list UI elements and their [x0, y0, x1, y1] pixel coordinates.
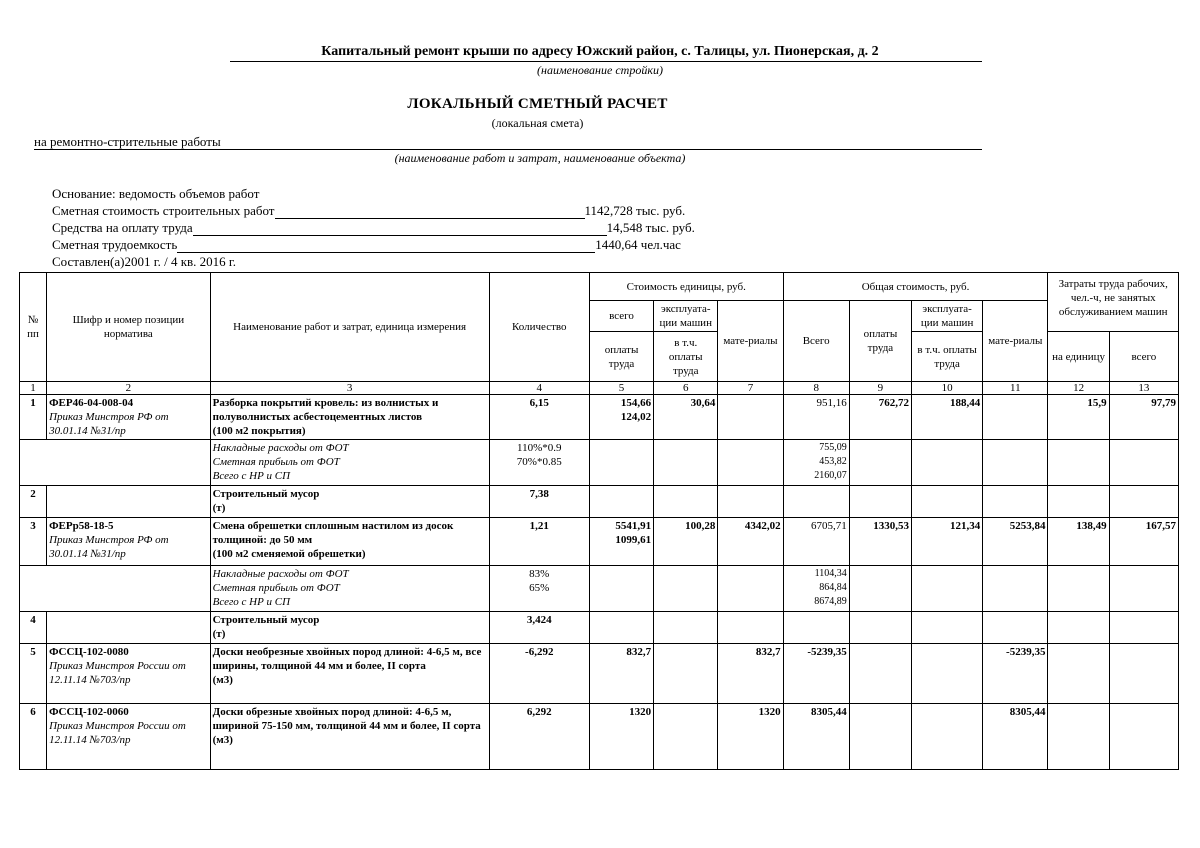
- row-qty: -6,292: [489, 644, 589, 704]
- total-value: 8674,89: [814, 596, 847, 607]
- row-c6: 100,28: [654, 518, 718, 566]
- row-name: Доски необрезные хвойных пород длиной: 4-6,5 м, все ширины, толщиной 44 мм и более, II сорта: [212, 646, 482, 672]
- cost-fill-line: [275, 218, 585, 219]
- col6-header-top: эксплуата-ции машин: [654, 301, 718, 332]
- col-number: 6: [654, 382, 718, 395]
- document-title: ЛОКАЛЬНЫЙ СМЕТНЫЙ РАСЧЕТ: [407, 96, 668, 112]
- row-c9: [849, 644, 911, 704]
- row-c7: 832,7: [718, 644, 783, 704]
- row-c6: 30,64: [654, 395, 718, 440]
- overhead-rates: [489, 566, 589, 612]
- col-name-header: Наименование работ и затрат, единица измерения: [210, 273, 489, 382]
- col13-header: всего: [1109, 332, 1178, 382]
- overhead-value: 755,09: [819, 442, 847, 453]
- col5-header-top: всего: [589, 301, 653, 332]
- row-norm: Приказ Минстроя РФ от 30.01.14 №31/пр: [49, 534, 169, 560]
- row-c5-cell: [589, 395, 653, 440]
- row-c13: 167,57: [1109, 518, 1178, 566]
- row-name-cell: [210, 395, 489, 440]
- overhead-labels: [210, 566, 489, 612]
- basis-line: Основание: ведомость объемов работ: [52, 186, 260, 201]
- construction-title: Капитальный ремонт крыши по адресу Южский район, с. Талицы, ул. Пионерская, д. 2: [321, 44, 879, 59]
- col-number: 8: [783, 382, 849, 395]
- row-number: 1: [20, 395, 47, 440]
- row-number: 6: [20, 704, 47, 770]
- row-code: ФССЦ-102-0060: [49, 706, 129, 718]
- row-code: ФЕРр58-18-5: [49, 520, 114, 532]
- row-c12: 15,9: [1048, 395, 1109, 440]
- profit-rate: 70%*0.85: [516, 456, 562, 468]
- total-label: Всего с НР и СП: [212, 596, 291, 608]
- overhead-row: [20, 566, 1179, 612]
- row-c8: 8305,44: [783, 704, 849, 770]
- row-c9: 1330,53: [849, 518, 911, 566]
- row-c7: 4342,02: [718, 518, 783, 566]
- compiled-line: Составлен(а)2001 г. / 4 кв. 2016 г.: [52, 254, 237, 269]
- overhead-values: [783, 440, 849, 486]
- works-prefix: на ремонтно-стрительные работы: [34, 134, 221, 149]
- row-code-cell: [47, 704, 211, 770]
- total-value: 2160,07: [814, 470, 847, 481]
- cost-value: 1142,728 тыс. руб.: [584, 203, 686, 218]
- overhead-empty: [20, 440, 211, 486]
- row-c12: [1048, 704, 1109, 770]
- row-c5-wages: 1099,61: [615, 534, 652, 546]
- row-qty: 6,15: [489, 395, 589, 440]
- row-code: ФЕР46-04-008-04: [49, 397, 134, 409]
- row-name: Смена обрешетки сплошным настилом из досок толщиной: до 50 мм: [212, 520, 454, 546]
- row-unit: (100 м2 сменяемой обрешетки): [212, 548, 366, 560]
- row-code-cell: [47, 486, 211, 518]
- col-labor-header: Затраты труда рабочих, чел.-ч, не занятых обслуживанием машин: [1048, 273, 1179, 332]
- column-numbers-row: [20, 382, 1179, 395]
- profit-label: Сметная прибыль от ФОТ: [212, 456, 340, 468]
- row-qty: 3,424: [489, 612, 589, 644]
- row-c12: 138,49: [1048, 518, 1109, 566]
- estimate-table: [19, 272, 1179, 770]
- col-unit-cost-header: Стоимость единицы, руб.: [589, 273, 783, 301]
- row-c13: [1109, 644, 1178, 704]
- table-row: [20, 518, 1179, 566]
- row-c5: 832,7: [589, 644, 653, 704]
- row-c5: 5541,91: [615, 520, 652, 532]
- overhead-value: 1104,34: [814, 568, 847, 579]
- row-c8: -5239,35: [783, 644, 849, 704]
- labor-value: 1440,64 чел.час: [595, 237, 681, 252]
- col-total-cost-header: Общая стоимость, руб.: [783, 273, 1048, 301]
- overhead-row: [20, 440, 1179, 486]
- row-name-cell: [210, 704, 489, 770]
- works-underline: [34, 149, 982, 150]
- row-code-cell: [47, 612, 211, 644]
- col7-header: мате-риалы: [718, 301, 783, 382]
- profit-rate: 65%: [529, 582, 550, 594]
- overhead-rate: 83%: [529, 568, 550, 580]
- table-row: [20, 612, 1179, 644]
- wage-value: 14,548 тыс. руб.: [606, 220, 695, 235]
- row-c8: 951,16: [783, 395, 849, 440]
- row-c9: [849, 704, 911, 770]
- profit-value: 864,84: [819, 582, 847, 593]
- overhead-labels: [210, 440, 489, 486]
- table-row: [20, 644, 1179, 704]
- col5-header-bottom: оплаты труда: [589, 332, 653, 382]
- row-code-cell: [47, 518, 211, 566]
- total-label: Всего с НР и СП: [212, 470, 291, 482]
- col-number: 7: [718, 382, 783, 395]
- table-row: [20, 704, 1179, 770]
- col-number: 1: [20, 382, 47, 395]
- row-code-cell: [47, 644, 211, 704]
- profit-value: 453,82: [819, 456, 847, 467]
- row-c7: 1320: [718, 704, 783, 770]
- row-c6: [654, 704, 718, 770]
- row-c9: 762,72: [849, 395, 911, 440]
- row-norm: Приказ Минстроя России от 12.11.14 №703/пр: [49, 660, 186, 686]
- wage-fill-line: [193, 235, 607, 236]
- col6-header-bottom: в т.ч. оплаты труда: [654, 332, 718, 382]
- col-number: 11: [983, 382, 1048, 395]
- row-c11: 8305,44: [983, 704, 1048, 770]
- row-name-cell: [210, 518, 489, 566]
- row-number: 5: [20, 644, 47, 704]
- overhead-empty: [20, 566, 211, 612]
- labor-label: Сметная трудоемкость: [52, 237, 178, 252]
- col-number: 4: [489, 382, 589, 395]
- row-qty: 7,38: [489, 486, 589, 518]
- wage-line: [52, 220, 695, 236]
- row-norm: Приказ Минстроя России от 12.11.14 №703/пр: [49, 720, 186, 746]
- cost-label: Сметная стоимость строительных работ: [52, 203, 275, 218]
- row-code: ФССЦ-102-0080: [49, 646, 129, 658]
- row-name-cell: [210, 486, 489, 518]
- col9-header: оплаты труда: [849, 301, 911, 382]
- row-c12: [1048, 644, 1109, 704]
- col-num-header: № пп: [20, 273, 47, 382]
- row-c10: 188,44: [912, 395, 983, 440]
- row-unit: (м3): [212, 734, 233, 746]
- row-unit: (100 м2 покрытия): [212, 425, 306, 437]
- row-c5: 154,66: [620, 397, 652, 409]
- row-unit: (т): [212, 502, 226, 514]
- construction-caption: (наименование стройки): [537, 63, 663, 77]
- row-c8: 6705,71: [783, 518, 849, 566]
- row-c5-wages: 124,02: [620, 411, 652, 423]
- row-c11: -5239,35: [983, 644, 1048, 704]
- row-name: Строительный мусор: [212, 488, 320, 500]
- overhead-label: Накладные расходы от ФОТ: [212, 442, 349, 454]
- row-qty: 1,21: [489, 518, 589, 566]
- row-c5-cell: [589, 518, 653, 566]
- row-number: 3: [20, 518, 47, 566]
- col-number: 12: [1048, 382, 1109, 395]
- row-c13: 97,79: [1109, 395, 1178, 440]
- row-c7: [718, 395, 783, 440]
- row-code-cell: [47, 395, 211, 440]
- row-unit: (т): [212, 628, 226, 640]
- col-qty-header: Количество: [489, 273, 589, 382]
- labor-line: [52, 237, 681, 253]
- row-unit: (м3): [212, 674, 233, 686]
- construction-underline: [230, 61, 982, 62]
- col11-header: мате-риалы: [983, 301, 1048, 382]
- overhead-rates: [489, 440, 589, 486]
- table-row: [20, 486, 1179, 518]
- col-number: 9: [849, 382, 911, 395]
- col-number: 2: [47, 382, 211, 395]
- col8-header: Всего: [783, 301, 849, 382]
- overhead-values: [783, 566, 849, 612]
- row-c11: 5253,84: [983, 518, 1048, 566]
- row-norm: Приказ Минстроя РФ от 30.01.14 №31/пр: [49, 411, 169, 437]
- row-name-cell: [210, 644, 489, 704]
- row-qty: 6,292: [489, 704, 589, 770]
- row-c13: [1109, 704, 1178, 770]
- col-number: 13: [1109, 382, 1178, 395]
- col-number: 3: [210, 382, 489, 395]
- col10-header-top: эксплуата-ции машин: [912, 301, 983, 332]
- wage-label: Средства на оплату труда: [52, 220, 193, 235]
- col12-header: на единицу: [1048, 332, 1109, 382]
- col10-header-bottom: в т.ч. оплаты труда: [912, 332, 983, 382]
- row-c10: 121,34: [912, 518, 983, 566]
- row-name: Разборка покрытий кровель: из волнистых и полуволнистых асбестоцементных листов: [212, 397, 439, 423]
- labor-fill-line: [177, 252, 595, 253]
- row-c10: [912, 644, 983, 704]
- row-c6: [654, 644, 718, 704]
- row-name-cell: [210, 612, 489, 644]
- profit-label: Сметная прибыль от ФОТ: [212, 582, 340, 594]
- overhead-label: Накладные расходы от ФОТ: [212, 568, 349, 580]
- col-number: 10: [912, 382, 983, 395]
- overhead-rate: 110%*0.9: [516, 442, 562, 454]
- row-name: Доски обрезные хвойных пород длиной: 4-6,5 м, шириной 75-150 мм, толщиной 44 мм и более, II сорта: [212, 706, 481, 732]
- table-row: [20, 395, 1179, 440]
- row-number: 2: [20, 486, 47, 518]
- row-c10: [912, 704, 983, 770]
- works-caption: (наименование работ и затрат, наименование объекта): [394, 151, 686, 165]
- row-c11: [983, 395, 1048, 440]
- col-code-header: Шифр и номер позиции норматива: [47, 273, 211, 382]
- cost-line: [52, 203, 685, 219]
- col-number: 5: [589, 382, 653, 395]
- row-c5: 1320: [589, 704, 653, 770]
- row-number: 4: [20, 612, 47, 644]
- row-name: Строительный мусор: [212, 614, 320, 626]
- document-subtitle: (локальная смета): [491, 116, 584, 130]
